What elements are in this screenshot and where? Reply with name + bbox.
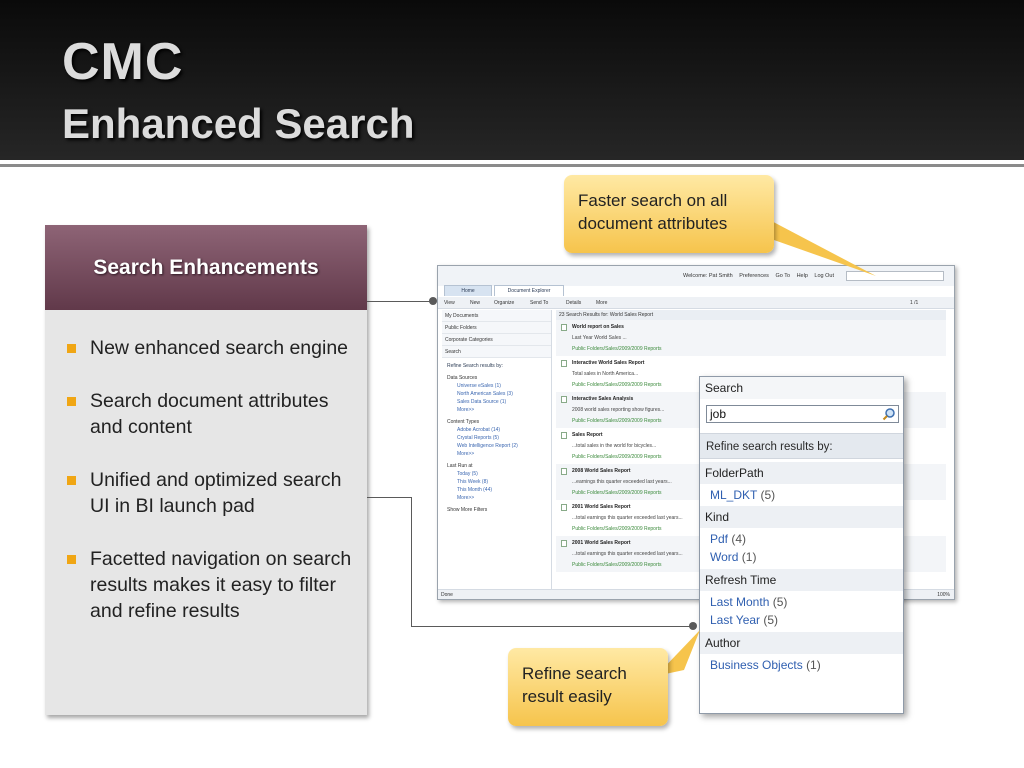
- result-row[interactable]: World report on Sales Last Year World Sales ... Public Folders/Sales/2009/2009 Reports: [556, 320, 946, 356]
- facet-value[interactable]: Word (1): [710, 550, 757, 564]
- facet-link[interactable]: Crystal Reports (5): [457, 435, 499, 441]
- report-icon: [561, 504, 567, 511]
- toolbar-view[interactable]: View: [444, 300, 455, 306]
- pager[interactable]: 1 /1: [910, 300, 919, 306]
- callout-top-tail: [760, 210, 880, 280]
- refine-label: Refine search results by:: [700, 433, 903, 459]
- facet-link[interactable]: North American Sales (3): [457, 391, 513, 397]
- result-row[interactable]: Sales Report ...total sales in the world for bicycles... Public Folders/Sales/2009/2009 Reports: [556, 428, 946, 464]
- nav-my-documents[interactable]: My Documents: [442, 310, 551, 322]
- facet-link[interactable]: Web Intelligence Report (2): [457, 443, 518, 449]
- link-preferences[interactable]: Preferences: [739, 273, 769, 279]
- welcome-links: Welcome: Pat Smith Preferences Go To Help Log Out: [683, 273, 834, 279]
- link-help[interactable]: Help: [796, 273, 808, 279]
- bullet-square-icon: [67, 555, 76, 564]
- facet-value[interactable]: Business Objects (1): [710, 658, 821, 672]
- facet-link[interactable]: Universe eSales (1): [457, 383, 501, 389]
- result-row[interactable]: 2001 World Sales Report ...total earnings this quarter exceeded last years... Public Folders/Sales/2009/2009 Reports: [556, 500, 946, 536]
- facet-last-run[interactable]: Last Run at: [447, 463, 473, 469]
- toolbar-new[interactable]: New: [470, 300, 481, 306]
- connector-dot: [429, 297, 437, 305]
- report-icon: [561, 360, 567, 367]
- facet-link[interactable]: This Month (44): [457, 487, 493, 493]
- facet-kind: Kind: [700, 506, 903, 528]
- bullet-square-icon: [67, 397, 76, 406]
- connector-line: [411, 497, 412, 626]
- connector-line: [411, 626, 692, 627]
- refine-title: Refine Search results by:: [447, 363, 503, 369]
- facet-show-more[interactable]: Show More Filters: [447, 507, 488, 513]
- facet-folderpath: FolderPath: [700, 462, 903, 484]
- facet-more-link[interactable]: More>>: [457, 495, 475, 501]
- connector-line: [367, 301, 433, 302]
- toolbar-more[interactable]: More: [596, 300, 608, 306]
- callout-faster-search: Faster search on all document attributes: [564, 175, 774, 253]
- facet-data-sources[interactable]: Data Sources: [447, 375, 478, 381]
- result-row[interactable]: Interactive Sales Analysis 2008 world sales reporting show figures... Public Folders/Sales/2009/2009 Reports: [556, 392, 946, 428]
- link-goto[interactable]: Go To: [775, 273, 791, 279]
- facet-content-types[interactable]: Content Types: [447, 419, 480, 425]
- panel-header: Search Enhancements: [45, 225, 367, 310]
- facet-link[interactable]: This Week (8): [457, 479, 489, 485]
- facet-more-link[interactable]: More>>: [457, 451, 475, 457]
- refine-pane: [442, 358, 551, 518]
- facet-link[interactable]: Today (5): [457, 471, 478, 477]
- tab-home[interactable]: Home: [444, 285, 492, 296]
- bullet-square-icon: [67, 344, 76, 353]
- toolbar-details[interactable]: Details: [566, 300, 582, 306]
- search-icon[interactable]: [882, 407, 896, 421]
- facet-value[interactable]: Last Year (5): [710, 613, 779, 627]
- result-row[interactable]: Interactive World Sales Report Total sales in North America... Public Folders/Sales/2009/2009 Reports: [556, 356, 946, 392]
- bullet-square-icon: [67, 476, 76, 485]
- facet-author: Author: [700, 632, 903, 654]
- link-logout[interactable]: Log Out: [814, 273, 834, 279]
- enhancements-panel: [45, 225, 367, 715]
- report-icon: [561, 324, 567, 331]
- facet-value[interactable]: Pdf (4): [710, 532, 747, 546]
- facet-refresh-time: Refresh Time: [700, 569, 903, 591]
- popup-title: Search: [700, 377, 903, 399]
- facet-link[interactable]: Sales Data Source (1): [457, 399, 507, 405]
- facet-link[interactable]: Adobe Acrobat (14): [457, 427, 501, 433]
- bullet-list: [63, 335, 358, 651]
- tab-document-explorer[interactable]: Document Explorer: [494, 285, 564, 296]
- nav-corporate-categories[interactable]: Corporate Categories: [442, 334, 551, 346]
- toolbar-send-to[interactable]: Send To: [530, 300, 549, 306]
- facet-value[interactable]: ML_DKT (5): [710, 488, 776, 502]
- report-icon: [561, 432, 567, 439]
- report-icon: [561, 468, 567, 475]
- status-text: Done: [441, 592, 453, 598]
- facet-value[interactable]: Last Month (5): [710, 595, 788, 609]
- nav-search[interactable]: Search: [442, 346, 551, 358]
- callout-refine-search: Refine search result easily: [508, 648, 668, 726]
- bullet-item: Search document attributes and content: [63, 388, 358, 440]
- result-row[interactable]: 2008 World Sales Report ...earnings this quarter exceeded last years... Public Folders/Sales/2009/2009 Reports: [556, 464, 946, 500]
- toolbar: [438, 297, 954, 309]
- result-row[interactable]: 2001 World Sales Report ...total earnings this quarter exceeded last years... Public Folders/Sales/2009/2009 Reports: [556, 536, 946, 572]
- title-divider: [0, 164, 1024, 167]
- nav-public-folders[interactable]: Public Folders: [442, 322, 551, 334]
- bullet-item: Unified and optimized search UI in BI launch pad: [63, 467, 358, 519]
- connector-line: [367, 497, 412, 498]
- search-input[interactable]: [706, 405, 899, 423]
- report-icon: [561, 396, 567, 403]
- toolbar-organize[interactable]: Organize: [494, 300, 515, 306]
- bullet-item: Facetted navigation on search results makes it easy to filter and refine results: [63, 546, 358, 624]
- results-header: 23 Search Results for: World Sales Report: [556, 310, 946, 320]
- slide-title: CMC: [62, 33, 184, 91]
- zoom-level[interactable]: 100%: [937, 592, 950, 598]
- report-icon: [561, 540, 567, 547]
- search-popup: [699, 376, 904, 714]
- search-query: job: [710, 407, 727, 421]
- navigation-pane: [442, 310, 552, 590]
- bullet-item: New enhanced search engine: [63, 335, 358, 361]
- slide-title-bar: [0, 0, 1024, 160]
- facet-more-link[interactable]: More>>: [457, 407, 475, 413]
- slide-subtitle: Enhanced Search: [62, 100, 415, 147]
